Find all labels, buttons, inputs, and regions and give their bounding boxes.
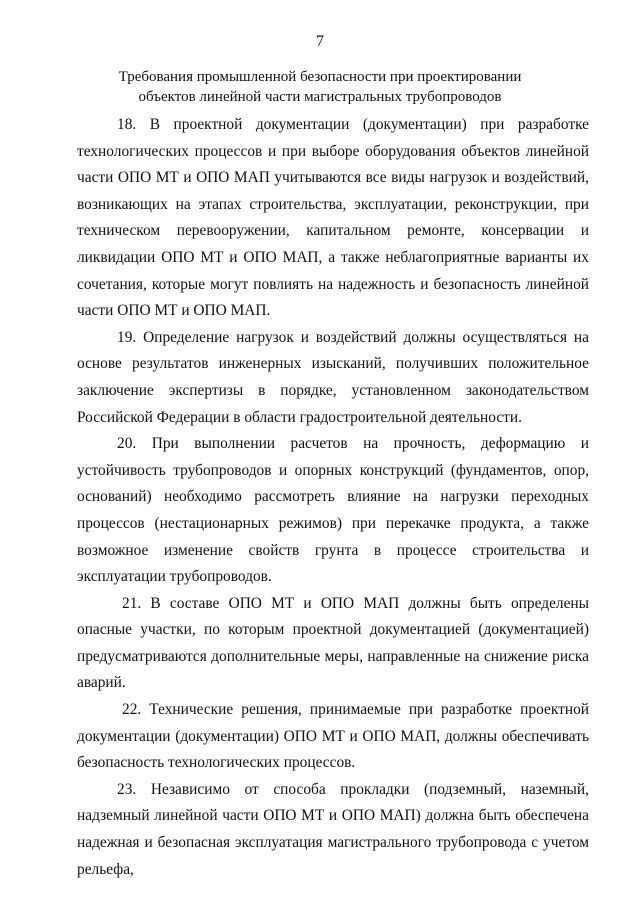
paragraph-18: 18. В проектной документации (документации) при разработке технологических процессов и при выборе оборудования объектов линейной части ОПО МТ и ОПО МАП учитываются все виды нагрузок и воздействий, возникающих на этапах строительства, эксплуатации, реконструкции, при техническом перевооружении, капитальном ремонте, консервации и ликвидации ОПО МТ и ОПО МАП, а также неблагоприятные варианты их сочетания, которые могут повлиять на надежность и безопасность линейной части ОПО МТ и ОПО МАП. — [77, 116, 589, 320]
paragraph-19: 19. Определение нагрузок и воздействий должны осуществляться на основе результатов инженерных изысканий, получивших положительное заключение экспертизы в порядке, установленном законодательством Российской Федерации в области градостроительной деятельности. — [77, 328, 589, 426]
heading-line-1: Требования промышленной безопасности при проектировании — [118, 69, 522, 85]
document-body — [77, 112, 589, 883]
paragraph-23: 23. Независимо от способа прокладки (подземный, наземный, надземный линейной части ОПО МТ и ОПО МАП) должна быть обеспечена надежная и безопасная эксплуатация магистрального трубопровода с учетом рельефа, — [77, 780, 589, 878]
section-heading — [0, 67, 640, 107]
paragraph-21: 21. В составе ОПО МТ и ОПО МАП должны быть определены опасные участки, по которым проектной документацией (документацией) предусматриваются дополнительные меры, направленные на снижение риска аварий. — [77, 594, 589, 692]
paragraph-22: 22. Технические решения, принимаемые при разработке проектной документации (документации) ОПО МТ и ОПО МАП, должны обеспечивать безопасность технологических процессов. — [77, 701, 589, 772]
paragraph-20: 20. При выполнении расчетов на прочность, деформацию и устойчивость трубопроводов и опорных конструкций (фундаментов, опор, оснований) необходимо рассмотреть влияние на нагрузки переходных процессов (нестационарных режимов) при перекачке продукта, а также возможное изменение свойств грунта в процессе строительства и эксплуатации трубопроводов. — [77, 435, 589, 586]
page-number: 7 — [316, 33, 324, 50]
heading-line-2: объектов линейной части магистральных трубопроводов — [138, 89, 502, 105]
